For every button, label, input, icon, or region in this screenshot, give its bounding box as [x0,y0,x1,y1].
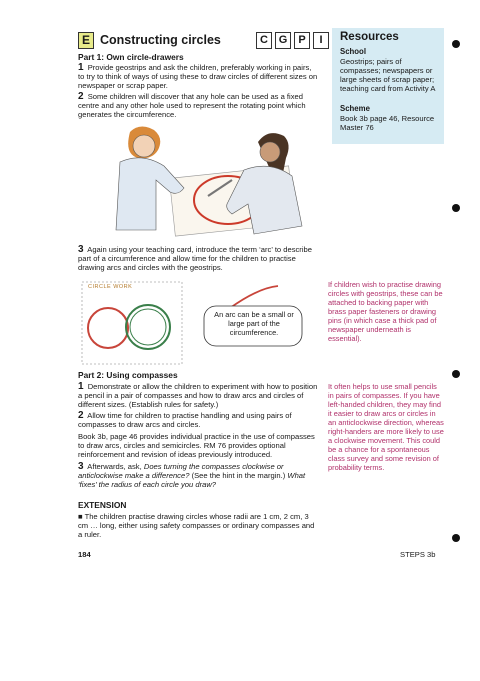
item-text: Provide geostrips and ask the children, preferably working in pairs, to try to think of ways of using these to draw circles of different sizes on newspaper or scrap paper. [78,63,318,91]
scheme-text: Book 3b page 46, Resource Master 76 [340,114,435,132]
binder-hole [452,534,460,542]
school-heading: School [340,47,366,56]
margin-note-geostrips: If children wish to practise drawing circles with geostrips, these can be attached to backing paper with brass paper fasteners or drawing pins (in which case a thick pad of newspaper underneath is essential). [328,280,443,343]
arc-callout: An arc can be a small or large part of the circumference. [214,310,294,337]
card-label: CIRCLE WORK [88,284,133,290]
resources-title: Resources [340,31,399,43]
item-question-2: What ‘fixes’ the radius of each circle you draw? [78,471,306,490]
item-text: Some children will discover that any hole can be used as a fixed centre and any other hole used to represent the rotating point which generates the circumference. [78,92,306,120]
item-text: Demonstrate or allow the children to experiment with how to position a pencil in a pair of compasses and how to draw arcs and circles of different sizes. (Establish rules for safety.) [78,382,318,410]
binder-hole [452,40,460,48]
item-hint: (See the hint in the margin.) [191,471,286,481]
school-text: Geostrips; pairs of compasses; newspapers or large sheets of scrap paper; teaching card from Activity A [340,57,436,93]
book-label: STEPS 3b [400,550,436,559]
strand-badges [256,32,329,49]
children-drawing-illustration [112,122,304,240]
item-number: 3 [78,244,84,255]
activity-title: Constructing circles [100,33,221,47]
strand-badge-c: C [256,32,272,49]
item-number: 2 [78,91,84,102]
item-number: 1 [78,62,84,73]
resources-panel [332,28,444,144]
item-number: 2 [78,410,84,421]
binder-hole [452,204,460,212]
strand-badge-i: I [313,32,329,49]
part1-item-3 [78,245,318,273]
part2-paragraph: Book 3b, page 46 provides individual practice in the use of compasses to draw arcs, circles and semicircles. RM 76 provides optional reinforcement and revision of ideas previously introduced. [78,432,315,460]
item-question-1: Does turning the compasses clockwise or anticlockwise make a difference? [78,462,284,481]
strand-badge-g: G [275,32,291,49]
item-text: Again using your teaching card, introduce the term ‘arc’ to describe part of a circumference and allow time for the children to practise drawing arcs and circles with the geostrips. [78,245,312,273]
part2-item-3 [78,462,318,490]
extension-heading: EXTENSION [78,500,127,510]
item-text-lead: Afterwards, ask, [87,462,142,471]
item-number: 1 [78,381,84,392]
margin-note-compasses: It often helps to use small pencils in pairs of compasses. If you have left-handed children, they may find it easier to draw arcs or circles in an anticlockwise direction, whereas right-handers are more likely to use a clockwise movement. This could be a chance for a spontaneous class survey and some revision of probability terms. [328,382,444,472]
binder-hole [452,370,460,378]
strand-badge-p: P [294,32,310,49]
page-number: 184 [78,550,91,559]
part2-heading: Part 2: Using compasses [78,370,178,380]
scheme-heading: Scheme [340,104,370,113]
activity-header [78,32,323,48]
bullet-icon: ■ [78,512,85,521]
extension-text: ■ The children practise drawing circles whose radii are 1 cm, 2 cm, 3 cm … long, either using safety compasses or ordinary compasses and a ruler. [78,512,315,540]
part1-item-1 [78,63,318,91]
item-number: 3 [78,461,84,472]
section-letter-badge: E [78,32,94,49]
teaching-card-illustration [80,280,334,366]
part1-item-2 [78,92,318,120]
part2-item-2 [78,411,318,429]
part2-item-1 [78,382,318,410]
part1-heading: Part 1: Own circle-drawers [78,52,184,62]
item-text: Allow time for children to practise handling and using pairs of compasses to draw arcs and circles. [78,411,292,430]
